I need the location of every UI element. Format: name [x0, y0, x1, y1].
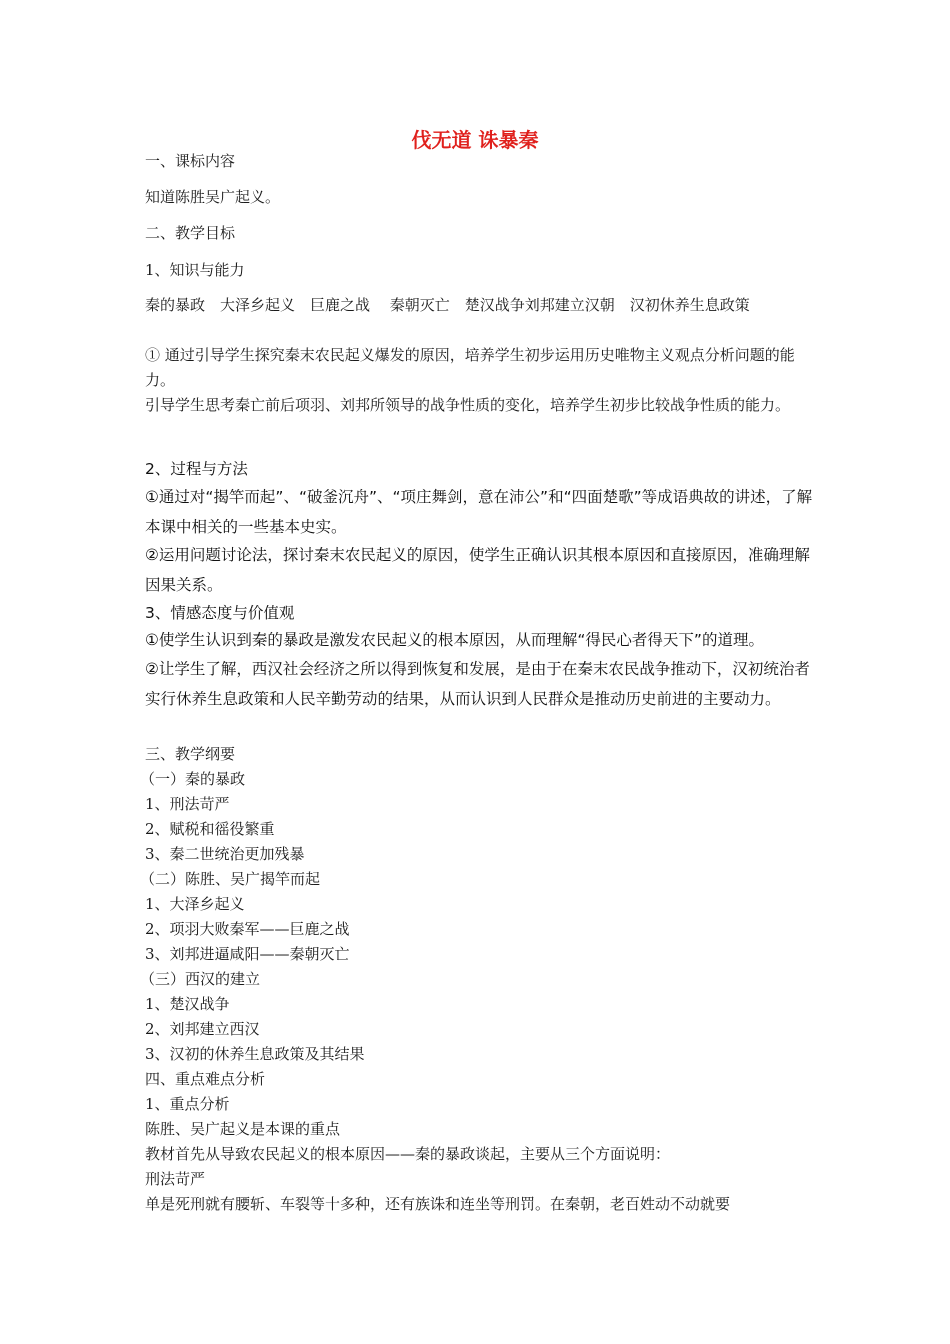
- subsection-heading: 2、过程与方法: [145, 460, 248, 478]
- subsection-heading: 3、情感态度与价值观: [145, 604, 295, 622]
- paragraph: ②运用问题讨论法，探讨秦末农民起义的原因，使学生正确认识其根本原因和直接原因，准确理解因果关系。: [145, 546, 810, 594]
- paragraph: ① 通过引导学生探究秦末农民起义爆发的原因，培养学生初步运用历史唯物主义观点分析问题的能力。: [145, 346, 795, 389]
- outline-line: 1、重点分析: [145, 1095, 230, 1113]
- paragraph: 秦的暴政 大泽乡起义 巨鹿之战 秦朝灭亡 楚汉战争刘邦建立汉朝 汉初休养生息政策: [145, 296, 750, 314]
- outline-line: 三、教学纲要: [145, 745, 236, 763]
- subsection-heading: 1、知识与能力: [145, 261, 245, 279]
- outline-line: 陈胜、吴广起义是本课的重点: [145, 1120, 341, 1138]
- paragraph: 知道陈胜吴广起义。: [145, 188, 281, 206]
- section-heading: 二、教学目标: [145, 224, 236, 242]
- outline-line: 教材首先从导致农民起义的根本原因——秦的暴政谈起，主要从三个方面说明：: [145, 1145, 671, 1163]
- outline-line: 2、项羽大败秦军——巨鹿之战: [145, 920, 350, 938]
- outline-line: 3、刘邦进逼咸阳——秦朝灭亡: [145, 945, 350, 963]
- paragraph: ①通过对“揭竿而起”、“破釜沉舟”、“项庄舞剑，意在沛公”和“四面楚歌”等成语典故的讲述，了解本课中相关的一些基本史实。: [145, 488, 813, 536]
- paragraph: 引导学生思考秦亡前后项羽、刘邦所领导的战争性质的变化，培养学生初步比较战争性质的能力。: [145, 396, 791, 414]
- paragraph: ②让学生了解，西汉社会经济之所以得到恢复和发展，是由于在秦末农民战争推动下，汉初统治者实行休养生息政策和人民辛勤劳动的结果，从而认识到人民群众是推动历史前进的主要动力。: [145, 660, 810, 708]
- outline-line: 1、刑法苛严: [145, 795, 230, 813]
- document-title: 伐无道 诛暴秦: [411, 128, 539, 152]
- outline-line: （三）西汉的建立: [140, 970, 261, 988]
- section-heading: 一、课标内容: [145, 152, 236, 170]
- outline-line: 刑法苛严: [145, 1170, 206, 1188]
- outline-line: 1、大泽乡起义: [145, 895, 245, 913]
- outline-line: （一）秦的暴政: [140, 770, 246, 788]
- outline-line: 3、秦二世统治更加残暴: [145, 845, 305, 863]
- outline-line: （二）陈胜、吴广揭竿而起: [140, 870, 321, 888]
- outline-line: 2、赋税和徭役繁重: [145, 820, 275, 838]
- paragraph: ①使学生认识到秦的暴政是激发农民起义的根本原因，从而理解“得民心者得天下”的道理。: [145, 631, 764, 649]
- outline-line: 1、楚汉战争: [145, 995, 230, 1013]
- outline-line: 3、汉初的休养生息政策及其结果: [145, 1045, 365, 1063]
- outline-line: 四、重点难点分析: [145, 1070, 266, 1088]
- outline-line: 2、刘邦建立西汉: [145, 1020, 260, 1038]
- outline-line: 单是死刑就有腰斩、车裂等十多种，还有族诛和连坐等刑罚。在秦朝，老百姓动不动就要: [145, 1195, 731, 1213]
